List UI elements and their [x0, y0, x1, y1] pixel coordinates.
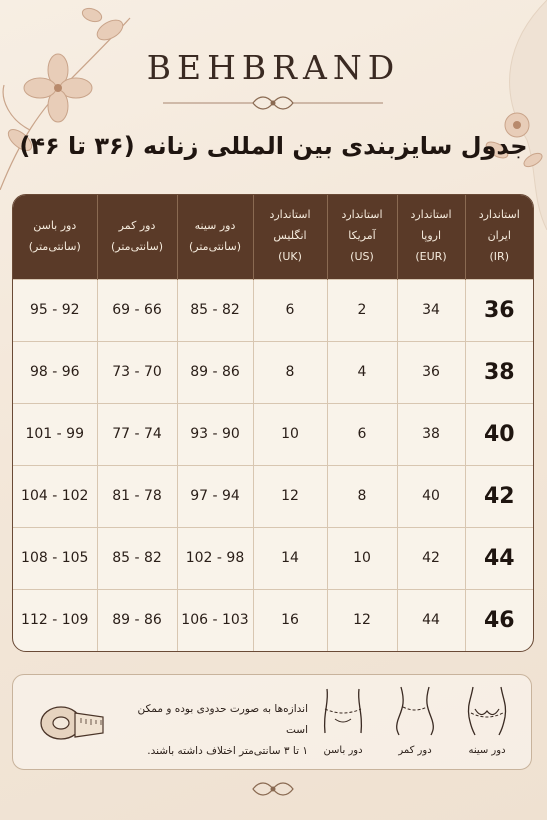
cell-waist: 86 - 89: [97, 589, 177, 651]
cell-us: 6: [327, 403, 397, 465]
size-table: [12, 194, 534, 652]
cell-waist: 78 - 81: [97, 465, 177, 527]
note-box: [12, 674, 532, 770]
bust-measure: [457, 683, 517, 756]
brand-name: BEHBRAND: [146, 48, 401, 87]
cell-waist: 70 - 73: [97, 341, 177, 403]
cell-eur: 40: [397, 465, 465, 527]
bottom-ornament-icon: [243, 778, 303, 800]
table-row: [13, 465, 533, 527]
page-title: جدول سایزبندی بین المللی زنانه (۳۶ تا ۴۶): [19, 132, 528, 160]
bust-measure-icon: [459, 683, 515, 739]
cell-ir: 44: [465, 527, 533, 589]
header-hip: دور باسن (سانتی‌متر): [28, 218, 81, 253]
note-text: [113, 699, 308, 762]
ornament-divider-icon: [163, 92, 383, 114]
cell-uk: 12: [253, 465, 327, 527]
header-us: استاندارد آمریکا (US): [327, 195, 397, 279]
cell-uk: 6: [253, 279, 327, 341]
cell-waist: 66 - 69: [97, 279, 177, 341]
cell-uk: 14: [253, 527, 327, 589]
hip-label: دور باسن: [323, 745, 363, 756]
cell-waist: 82 - 85: [97, 527, 177, 589]
cell-waist: 74 - 77: [97, 403, 177, 465]
cell-ir: 36: [465, 279, 533, 341]
cell-ir: 46: [465, 589, 533, 651]
cell-eur: 34: [397, 279, 465, 341]
cell-us: 8: [327, 465, 397, 527]
cell-bust: 90 - 93: [177, 403, 253, 465]
cell-bust: 103 - 106: [177, 589, 253, 651]
cell-hip: 102 - 104: [13, 465, 97, 527]
header-bust: دور سینه (سانتی‌متر): [177, 195, 253, 279]
table-row: [13, 341, 533, 403]
cell-eur: 42: [397, 527, 465, 589]
waist-measure: [385, 683, 445, 756]
note-line-2: ۱ تا ۳ سانتی‌متر اختلاف داشته باشند.: [147, 745, 308, 757]
cell-hip: 96 - 98: [13, 341, 97, 403]
cell-ir: 42: [465, 465, 533, 527]
flower-decoration-left-icon: [0, 0, 150, 190]
cell-us: 10: [327, 527, 397, 589]
cell-us: 2: [327, 279, 397, 341]
cell-eur: 38: [397, 403, 465, 465]
table-row: [13, 527, 533, 589]
cell-bust: 82 - 85: [177, 279, 253, 341]
table-row: [13, 403, 533, 465]
cell-ir: 40: [465, 403, 533, 465]
header-eur: استاندارد اروپا (EUR): [397, 195, 465, 279]
cell-eur: 44: [397, 589, 465, 651]
waist-measure-icon: [387, 683, 443, 739]
cell-us: 4: [327, 341, 397, 403]
cell-uk: 10: [253, 403, 327, 465]
cell-bust: 94 - 97: [177, 465, 253, 527]
cell-hip: 92 - 95: [13, 279, 97, 341]
header-ir: استاندارد ایران (IR): [465, 195, 533, 279]
cell-us: 12: [327, 589, 397, 651]
bust-label: دور سینه: [468, 745, 506, 756]
measuring-tape-icon: [35, 693, 107, 751]
cell-bust: 98 - 102: [177, 527, 253, 589]
header-waist: دور کمر (سانتی‌متر): [97, 195, 177, 279]
table-header-row: [13, 195, 533, 279]
hip-measure-icon: [315, 683, 371, 739]
cell-ir: 38: [465, 341, 533, 403]
cell-uk: 16: [253, 589, 327, 651]
cell-uk: 8: [253, 341, 327, 403]
cell-hip: 109 - 112: [13, 589, 97, 651]
cell-hip: 99 - 101: [13, 403, 97, 465]
waist-label: دور کمر: [398, 745, 432, 756]
cell-eur: 36: [397, 341, 465, 403]
hip-measure: [313, 683, 373, 756]
note-line-1: اندازه‌ها به صورت حدودی بوده و ممکن است: [137, 703, 308, 736]
header-uk: استاندارد انگلیس (UK): [253, 195, 327, 279]
cell-hip: 105 - 108: [13, 527, 97, 589]
table-row: [13, 279, 533, 341]
cell-bust: 86 - 89: [177, 341, 253, 403]
table-row: [13, 589, 533, 651]
